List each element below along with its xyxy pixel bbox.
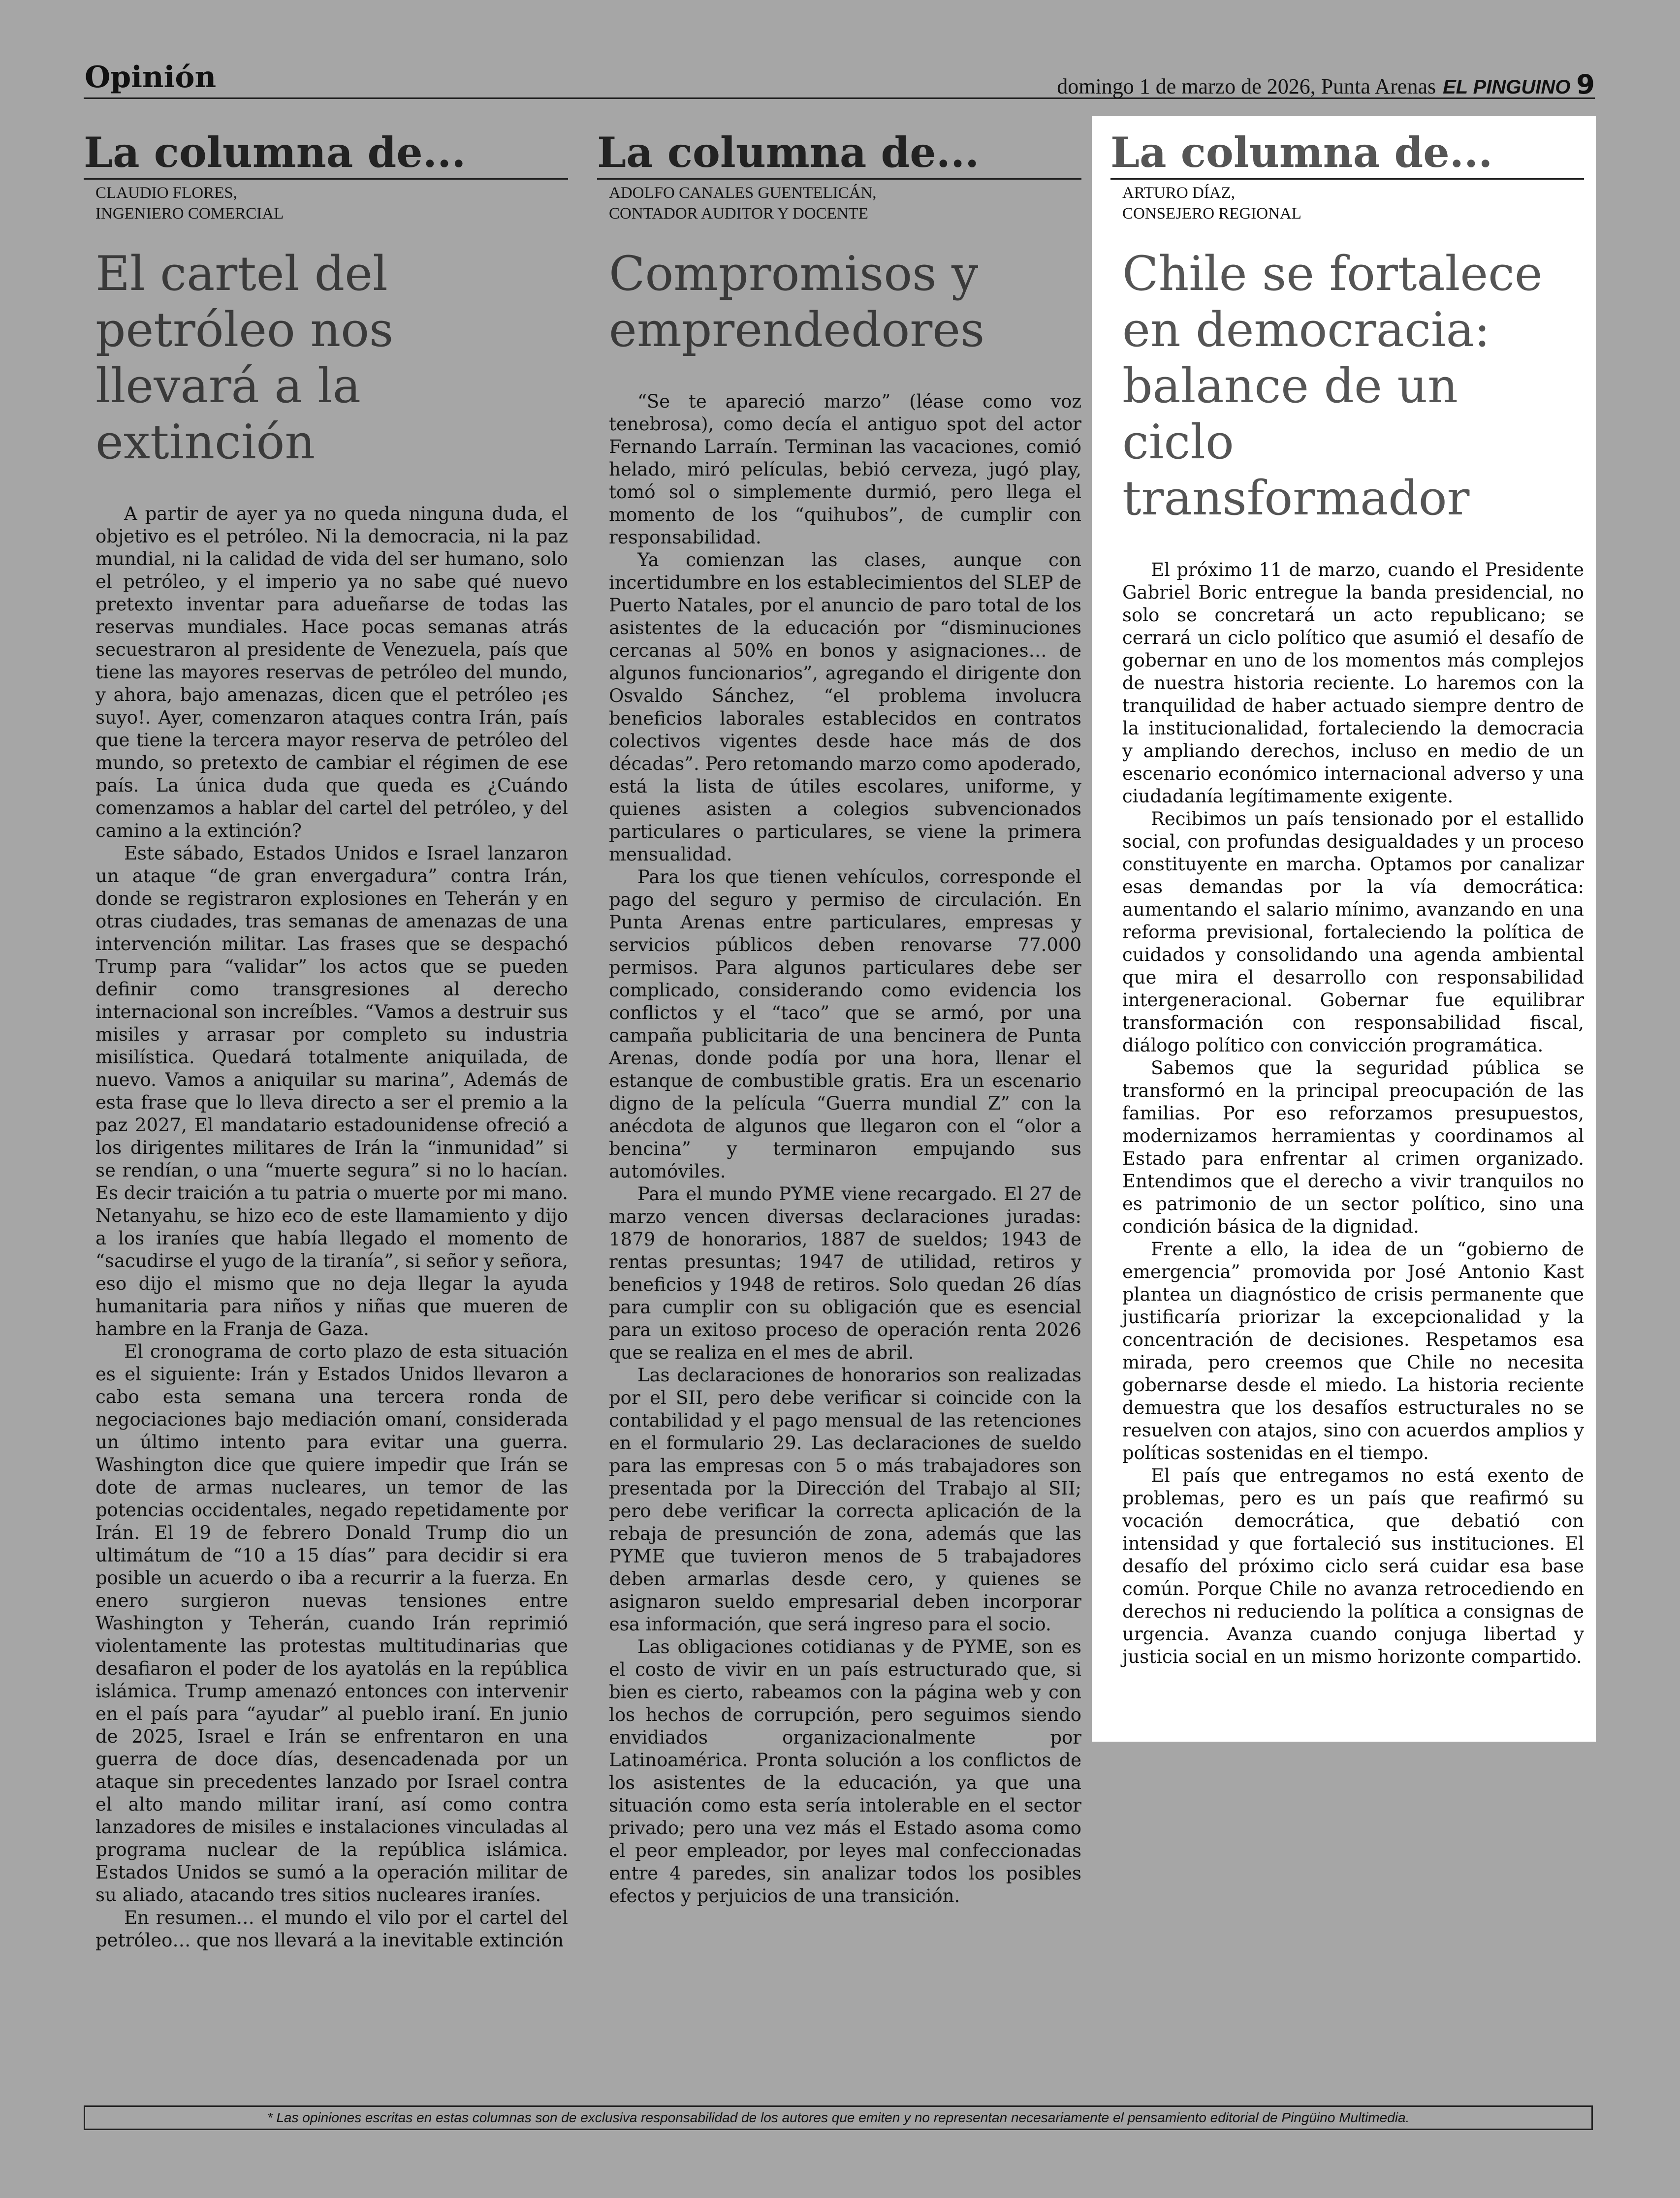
column-author <box>95 183 568 224</box>
page-header <box>84 59 1595 99</box>
paragraph: “Se te apareció marzo” (léase como voz tenebrosa), como decía el antiguo spot del actor Fernando Larraín. Terminan las vacaciones, comió helado, miró películas, bebió cerveza, jugó play, tomó sol o simplemente durmió, pero llega el momento de los “quihubos”, de cumplir con responsabilidad. <box>609 391 1081 548</box>
paragraph: Ya comienzan las clases, aunque con incertidumbre en los establecimientos del SLEP de Puerto Natales, por el anuncio de paro total de los asistentes de la educación por “disminuciones cercanas al 50% en bonos y asignaciones… de algunos funcionarios”, agregando el dirigente don Osvaldo Sánchez, “el problema involucra beneficios laborales establecidos en contratos colectivos vigentes desde hace más de dos décadas”. Pero retomando marzo como apoderado, está la lista de útiles escolares, uniforme, y quienes asisten a colegios subvencionados particulares o particulares, se viene la primera mensualidad. <box>609 549 1081 865</box>
article-title: El cartel del petróleo nos llevará a la extinción <box>95 246 394 470</box>
date-location: domingo 1 de marzo de 2026, Punta Arenas <box>1057 74 1436 98</box>
author-role: CONSEJERO REGIONAL <box>1122 205 1301 223</box>
author-name: ADOLFO CANALES GUENTELICÁN, <box>609 184 877 202</box>
paragraph: Sabemos que la seguridad pública se transformó en la principal preocupación de las familias. Por eso reforzamos presupuestos, modernizamos herramientas y coordinamos al Estado para enfrentar al crimen organizado. Entendimos que el derecho a vivir tranquilos no es patrimonio de un sector político, sino una condición básica de la dignidad. <box>1122 1057 1584 1237</box>
disclaimer-footer: * Las opiniones escritas en estas columnas son de exclusiva responsabilidad de los autores que emiten y no representan necesariamente el pensamiento editorial de Pingüino Multimedia. <box>84 2105 1593 2130</box>
paragraph: Para el mundo PYME viene recargado. El 27 de marzo vencen diversas declaraciones juradas: 1879 de honorarios, 1887 de sueldos; 1943 de rentas presuntas; 1947 de utilidad, retiros y beneficios y 1948 de retiros. Solo quedan 26 días para cumplir con su obligación que es esencial para un exitoso proceso de operación renta 2026 que se realiza en el mes de abril. <box>609 1183 1081 1363</box>
author-role: INGENIERO COMERCIAL <box>95 205 284 223</box>
article-body <box>1122 559 1584 1668</box>
opinion-column-3 <box>1092 116 1596 1742</box>
column-author <box>1122 183 1584 224</box>
paragraph: Frente a ello, la idea de un “gobierno de emergencia” promovida por José Antonio Kast plantea un diagnóstico de crisis permanente que justificaría priorizar la excepcionalidad y la concentración de decisiones. Respetamos esa mirada, pero creemos que Chile no necesita gobernarse desde el miedo. La historia reciente demuestra que los desafíos estructurales no se resuelven con atajos, sino con acuerdos amplios y políticas sostenidas en el tiempo. <box>1122 1239 1584 1464</box>
column-kicker: La columna de... <box>1110 129 1584 180</box>
article-body <box>609 390 1081 1908</box>
paragraph: Para los que tienen vehículos, corresponde el pago del seguro y permiso de circulación. En Punta Arenas entre particulares, empresas y servicios públicos deben renovarse 77.000 permisos. Para algunos particulares debe ser complicado, considerando como evidencia los conflictos y el “taco” que se armó, por una campaña publicitaria de una bencinera de Punta Arenas, donde podía por una hora, llenar el estanque de combustible gratis. Era un escenario digno de la película “Guerra mundial Z” con la anécdota de algunos que llegaron con el “olor a bencina” y terminaron empujando sus automóviles. <box>609 866 1081 1182</box>
paragraph: Recibimos un país tensionado por el estallido social, con profundas desigualdades y un proceso constituyente en marcha. Optamos por canalizar esas demandas por la vía democrática: aumentando el salario mínimo, avanzando en una reforma previsional, fortaleciendo la política de cuidados y consolidando una agenda ambiental que mira el desarrollo con responsabilidad intergeneracional. Gobernar fue equilibrar transformación con responsabilidad fiscal, diálogo político con convicción programática. <box>1122 808 1584 1056</box>
paragraph: El próximo 11 de marzo, cuando el Presidente Gabriel Boric entregue la banda presidencial, no solo se concretará un acto republicano; se cerrará un ciclo político que asumió el desafío de gobernar en uno de los momentos más complejos de nuestra historia reciente. Lo haremos con la tranquilidad de haber actuado siempre dentro de la institucionalidad, fortaleciendo la democracia y ampliando derechos, incluso en medio de un escenario económico internacional adverso y una ciudadanía legítimamente exigente. <box>1122 559 1584 807</box>
opinion-column-2 <box>597 129 1081 1908</box>
author-name: ARTURO DÍAZ, <box>1122 184 1236 202</box>
page-number: 9 <box>1576 69 1595 100</box>
article-title: Compromisos y emprendedores <box>609 246 985 357</box>
author-role: CONTADOR AUDITOR Y DOCENTE <box>609 205 868 223</box>
paragraph: Las obligaciones cotidianas y de PYME, son es el costo de vivir en un país estructurado que, si bien es cierto, rabeamos con la página web y con los hechos de corrupción, pero seguimos siendo envidiados organizacionalmente por Latinoamérica. Pronta solución a los conflictos de los asistentes de la educación, ya que una situación como esta sería intolerable en el sector privado; pero una vez más el Estado asoma como el peor empleador, por leyes mal confeccionadas entre 4 paredes, sin analizar todos los posibles efectos y perjuicios de una transición. <box>609 1636 1081 1907</box>
column-kicker: La columna de... <box>84 129 568 180</box>
paragraph: En resumen… el mundo el vilo por el cartel del petróleo… que nos llevará a la inevitable extinción <box>95 1907 568 1951</box>
paragraph: Las declaraciones de honorarios son realizadas por el SII, pero debe verificar si coincide con la contabilidad y el pago mensual de las retenciones en el formulario 29. Las declaraciones de sueldo para las empresas con 5 o más trabajadores son presentada por la Dirección del Trabajo al SII; pero debe verificar la correcta aplicación de la rebaja de presunción de zona, además que las PYME que tuvieron menos de 5 trabajadores deben armarlas desde cero, y quienes se asignaron sueldo empresarial deben incorporar esa información, que será ingreso para el socio. <box>609 1365 1081 1635</box>
column-author <box>609 183 1081 224</box>
paragraph: El cronograma de corto plazo de esta situación es el siguiente: Irán y Estados Unidos llevaron a cabo esta semana una tercera ronda de negociaciones bajo mediación omaní, considerada un último intento para evitar una guerra. Washington dice que quiere impedir que Irán se dote de armas nucleares, un temor de las potencias occidentales, negado repetidamente por Irán. El 19 de febrero Donald Trump dio un ultimátum de “10 a 15 días” para decidir si era posible un acuerdo o iba a recurrir a la fuerza. En enero surgieron nuevas tensiones entre Washington y Teherán, cuando Irán reprimió violentamente las protestas multitudinarias que desafiaron el poder de los ayatolás en la república islámica. Trump amenazó entonces con intervenir en el país para “ayudar” al pueblo iraní. En junio de 2025, Israel e Irán se enfrentaron en una guerra de doce días, desencadenada por un ataque sin precedentes lanzado por Israel contra el alto mando militar iraní, así como contra lanzadores de misiles e instalaciones vinculadas al programa nuclear de la república islámica. Estados Unidos se sumó a la operación militar de su aliado, atacando tres sitios nucleares iraníes. <box>95 1341 568 1906</box>
paragraph: A partir de ayer ya no queda ninguna duda, el objetivo es el petróleo. Ni la democracia, ni la paz mundial, ni la calidad de vida del ser humano, solo el petróleo, y el imperio ya no sabe qué nuevo pretexto inventar para adueñarse de todas las reservas mundiales. Hace pocas semanas atrás secuestraron al presidente de Venezuela, país que tiene las mayores reservas de petróleo del mundo, y ahora, bajo amenazas, dicen que el petróleo ¡es suyo!. Ayer, comenzaron ataques contra Irán, país que tiene la tercera mayor reserva de petróleo del mundo, so pretexto de cambiar el régimen de ese país. La única duda que queda es ¿Cuándo comenzamos a hablar del cartel del petróleo, y del camino a la extinción? <box>95 503 568 841</box>
paragraph: El país que entregamos no está exento de problemas, pero es un país que reafirmó su vocación democrática, que debatió con intensidad y que fortaleció sus instituciones. El desafío del próximo ciclo será cuidar esa base común. Porque Chile no avanza retrocediendo en derechos ni reduciendo la política a consignas de urgencia. Avanza cuando conjuga libertad y justicia social en un mismo horizonte compartido. <box>1122 1465 1584 1667</box>
section-title: Opinión <box>85 60 217 95</box>
newspaper-logo: EL PINGUINO <box>1443 76 1571 98</box>
article-title: Chile se fortalece en democracia: balance de un ciclo transformador <box>1122 246 1543 526</box>
column-kicker: La columna de... <box>597 129 1081 180</box>
opinion-column-1 <box>84 129 568 1952</box>
paragraph: Este sábado, Estados Unidos e Israel lanzaron un ataque “de gran envergadura” contra Irán, donde se registraron explosiones en Teherán y en otras ciudades, tras semanas de amenazas de una intervención militar. Las frases que se despachó Trump para “validar” los actos que se pueden definir como transgresiones al derecho internacional son increíbles. “Vamos a destruir sus misiles y arrasar por completo su industria misilística. Quedará totalmente aniquilada, de nuevo. Vamos a aniquilar su marina”, Además de esta frase que lo lleva directo a ser el premio a la paz 2027, El mandatario estadounidense ofreció a los dirigentes militares de Irán la “inmunidad” si se rendían, o una “muerte segura” si no lo hacían. Es decir traición a tu patria o muerte por mi mano. Netanyahu, se hizo eco de este llamamiento y dijo a los iraníes que había llegado el momento de “sacudirse el yugo de la tiranía”, si señor y señora, eso dijo el mismo que no deja llegar la ayuda humanitaria para niños y niñas que mueren de hambre en la Franja de Gaza. <box>95 843 568 1339</box>
author-name: CLAUDIO FLORES, <box>95 184 237 202</box>
article-body <box>95 503 568 1952</box>
dateline <box>1057 69 1595 100</box>
